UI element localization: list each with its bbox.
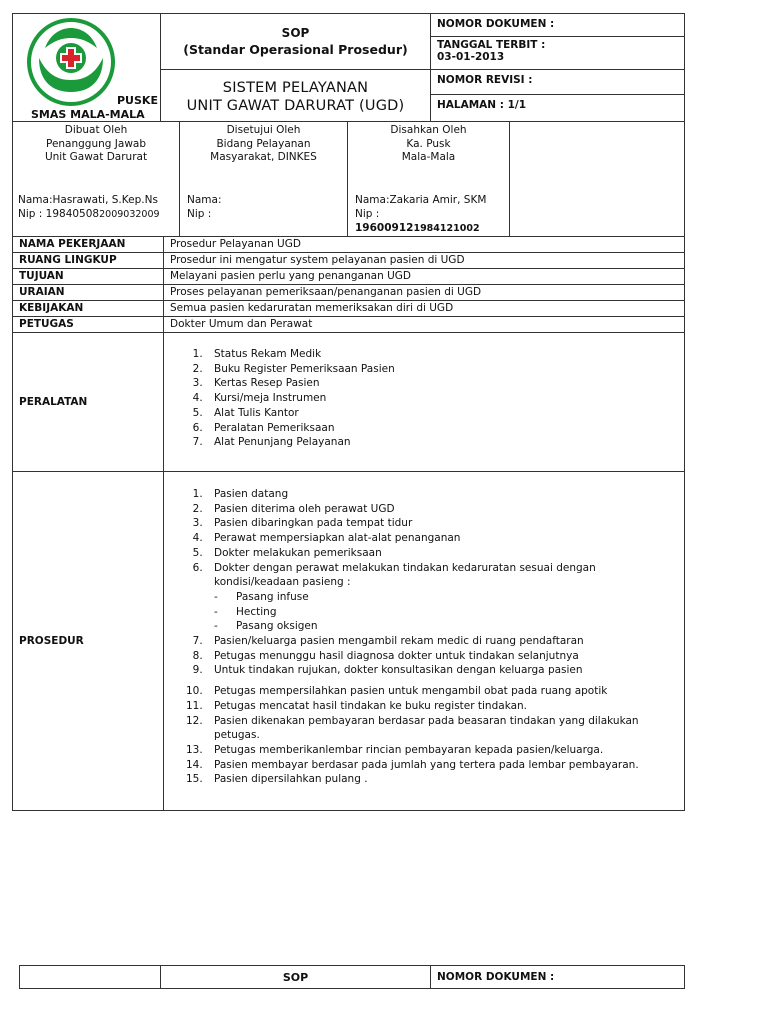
- info-key: NAMA PEKERJAAN: [13, 237, 164, 253]
- sub-list-item: - Hecting: [214, 605, 684, 620]
- org-name-line1: PUSKE: [117, 94, 158, 107]
- list-item: 10. Petugas mempersilahkan pasien untuk mengambil obat pada ruang apotik: [206, 684, 684, 699]
- disetujui-oleh-cell: [180, 122, 348, 237]
- sop-document: [12, 13, 685, 811]
- header-table: [12, 13, 685, 122]
- sop-subtitle: (Standar Operasional Prosedur): [183, 42, 408, 57]
- peralatan-label: PERALATAN: [13, 333, 164, 472]
- list-item: 5. Alat Tulis Kantor: [206, 406, 684, 421]
- dibuat-line3: Unit Gawat Darurat: [44, 151, 148, 163]
- system-title-line1: SISTEM PELAYANAN: [222, 80, 369, 96]
- list-item: 14. Pasien membayar berdasar pada jumlah yang tertera pada lembar pembayaran.: [206, 758, 684, 773]
- dibuat-oleh-cell: [13, 122, 180, 237]
- tanggal-terbit-cell: [431, 37, 685, 70]
- dibuat-line1: Dibuat Oleh: [64, 124, 128, 136]
- disetujui-nama: Nama:: [187, 193, 222, 206]
- disahkan-line1: Disahkan Oleh: [390, 124, 467, 136]
- info-value: Proses pelayanan pemeriksaan/penanganan pasien di UGD: [164, 285, 685, 301]
- list-item: 6. Dokter dengan perawat melakukan tindakan kedaruratan sesuai dengan kondisi/keadaan pasieng : - Pasang infuse - Hecting - Pasang oksigen: [206, 561, 684, 635]
- sop-title: SOP: [281, 26, 310, 40]
- sub-list-item: - Pasang infuse: [214, 590, 684, 605]
- bakti-husada-logo-icon: [25, 18, 117, 106]
- disetujui-line1: Disetujui Oleh: [226, 124, 301, 136]
- info-key: KEBIJAKAN: [13, 301, 164, 317]
- nomor-dokumen-label: NOMOR DOKUMEN :: [437, 18, 555, 30]
- system-title-line2: UNIT GAWAT DARURAT (UGD): [186, 98, 405, 114]
- list-item: 7. Pasien/keluarga pasien mengambil rekam medic di ruang pendaftaran: [206, 634, 684, 649]
- tanggal-terbit-label: TANGGAL TERBIT :: [437, 39, 546, 51]
- list-item: 11. Petugas mencatat hasil tindakan ke buku register tindakan.: [206, 699, 684, 714]
- disahkan-nip: 196009121984121002: [355, 221, 480, 234]
- disetujui-line3: Masyarakat, DINKES: [210, 151, 317, 163]
- logo-cell: [13, 14, 161, 122]
- list-item: 1. Pasien datang: [206, 487, 684, 502]
- info-value: Prosedur Pelayanan UGD: [164, 237, 685, 253]
- list-item: 3. Pasien dibaringkan pada tempat tidur: [206, 516, 684, 531]
- list-item: 1. Status Rekam Medik: [206, 347, 684, 362]
- nomor-revisi-cell: [431, 70, 685, 95]
- list-item: 9. Untuk tindakan rujukan, dokter konsultasikan dengan keluarga pasien: [206, 663, 684, 678]
- next-sop-title: SOP: [161, 966, 431, 989]
- halaman-cell: [431, 95, 685, 122]
- info-key: PETUGAS: [13, 317, 164, 333]
- info-value: Semua pasien kedaruratan memeriksakan diri di UGD: [164, 301, 685, 317]
- dibuat-line2: Penanggung Jawab: [45, 137, 147, 150]
- signature-table: [12, 121, 685, 237]
- next-page-header: [19, 965, 685, 989]
- list-item: 6. Peralatan Pemeriksaan: [206, 421, 684, 436]
- list-item: 12. Pasien dikenakan pembayaran berdasar pada beasaran tindakan yang dilakukan petugas.: [206, 714, 684, 743]
- system-title-cell: [161, 70, 431, 122]
- tanggal-terbit-value: 03-01-2013: [437, 51, 505, 63]
- info-key: URAIAN: [13, 285, 164, 301]
- list-item: 5. Dokter melakukan pemeriksaan: [206, 546, 684, 561]
- prosedur-list: [164, 487, 684, 787]
- disahkan-oleh-cell: [348, 122, 510, 237]
- sub-list-item: - Pasang oksigen: [214, 619, 684, 634]
- disahkan-line3: Mala-Mala: [401, 151, 456, 163]
- list-item: 2. Pasien diterima oleh perawat UGD: [206, 502, 684, 517]
- next-logo-cell: [20, 966, 161, 989]
- sub-list: [214, 590, 684, 634]
- info-key: TUJUAN: [13, 269, 164, 285]
- list-item: 3. Kertas Resep Pasien: [206, 376, 684, 391]
- info-value: Prosedur ini mengatur system pelayanan pasien di UGD: [164, 253, 685, 269]
- peralatan-list: [164, 347, 684, 450]
- prosedur-list-cell: [164, 472, 685, 811]
- dibuat-nip: Nip : 198405082009032009: [18, 207, 160, 220]
- disahkan-nama: Nama:Zakaria Amir, SKM: [355, 193, 487, 206]
- nomor-dokumen-cell: [431, 14, 685, 37]
- disetujui-nip: Nip :: [187, 207, 212, 220]
- logo-text: BAKTI HUSADA: [43, 74, 94, 93]
- list-item: 4. Kursi/meja Instrumen: [206, 391, 684, 406]
- disahkan-line2: Ka. Pusk: [406, 137, 451, 150]
- next-nomor-dokumen: NOMOR DOKUMEN :: [431, 966, 685, 989]
- info-key: RUANG LINGKUP: [13, 253, 164, 269]
- empty-sign-cell: [510, 122, 685, 237]
- list-item: 8. Petugas menunggu hasil diagnosa dokter untuk tindakan selanjutnya: [206, 649, 684, 664]
- next-page-header-table: [19, 965, 685, 989]
- org-name-line2: SMAS MALA-MALA: [31, 108, 145, 121]
- dibuat-nama: Nama:Hasrawati, S.Kep.Ns: [18, 193, 158, 206]
- info-value: Melayani pasien perlu yang penanganan UGD: [164, 269, 685, 285]
- nomor-revisi-label: NOMOR REVISI :: [437, 74, 533, 86]
- info-table: [12, 236, 685, 811]
- list-item: 7. Alat Penunjang Pelayanan: [206, 435, 684, 450]
- disahkan-nip-label: Nip :: [355, 207, 380, 220]
- disetujui-line2: Bidang Pelayanan: [216, 137, 311, 150]
- list-item: 4. Perawat mempersiapkan alat-alat penanganan: [206, 531, 684, 546]
- prosedur-label: PROSEDUR: [13, 472, 164, 811]
- peralatan-list-cell: [164, 333, 685, 472]
- list-item: 13. Petugas memberikanlembar rincian pembayaran kepada pasien/keluarga.: [206, 743, 684, 758]
- info-value: Dokter Umum dan Perawat: [164, 317, 685, 333]
- halaman-label: HALAMAN : 1/1: [437, 99, 527, 111]
- list-item: 2. Buku Register Pemeriksaan Pasien: [206, 362, 684, 377]
- list-item: 15. Pasien dipersilahkan pulang .: [206, 772, 684, 787]
- sop-title-cell: [161, 14, 431, 70]
